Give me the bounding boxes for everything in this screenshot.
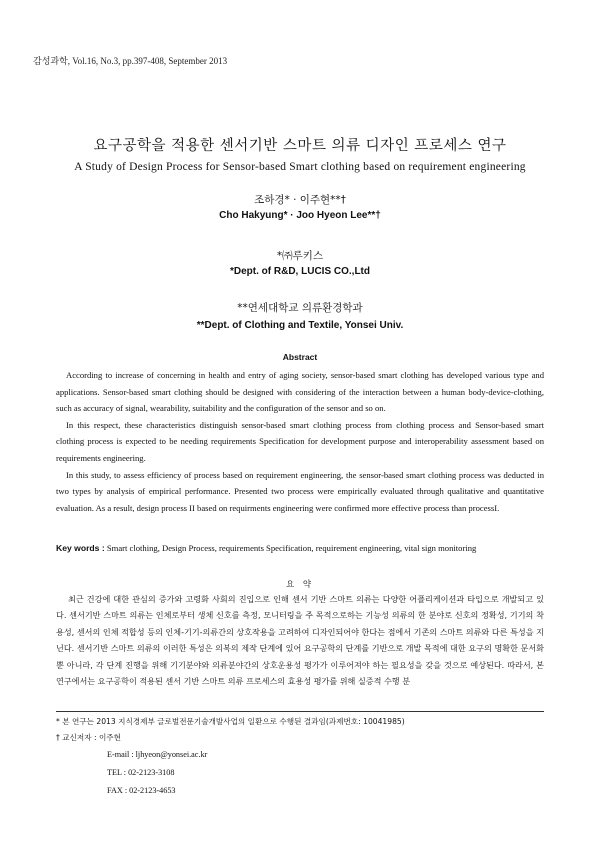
keywords <box>56 543 544 553</box>
abstract-body <box>56 367 544 516</box>
title-korean: 요구공학을 적용한 센서기반 스마트 의류 디자인 프로세스 연구 <box>93 138 507 154</box>
keywords-label: Key words : <box>56 543 105 553</box>
authors-english: Cho Hakyung* · Joo Hyeon Lee**† <box>219 210 381 221</box>
footnote-divider <box>56 711 544 712</box>
keywords-text: Smart clothing, Design Process, requirements Specification, requirement engineering, vital sign monitoring <box>104 543 477 553</box>
summary-paragraph: 최근 건강에 대한 관심의 증가와 고령화 사회의 진입으로 인해 센서 기반 스마트 의류는 다양한 어플리케이션과 타입으로 개발되고 있다. 센서기반 스마트 의류는 인체로부터 생체 신호를 측정, 모니터링을 주 목적으로하는 기능성 의류의 한 분야로 신호의 정확성, 기기의 착용성, 센서의 인체 적합성 등의 인체-기기-의류간의 상호작용을 고려하여 디자인되어야 한다는 점에서 기존의 스마트 의류와 다른 특성을 지닌다. 센서기반 스마트 의류의 이러한 특성은 의복의 제작 단계에 있어 요구공학의 단계를 기반으로 개발 목적에 대한 요구의 명확한 문서화 뿐 아니라, 각 단계 진행을 위해 기기분야와 의류분야간의 상호운용성 평가가 이루어져야 하는 필요성을 갖을 것으로 예상된다. 따라서, 본 연구에서는 요구공학이 적용된 센서 기반 스마트 의류 프로세스의 효용성 평가를 위해 실증적 수행 분 <box>56 594 544 687</box>
abstract-paragraph: In this study, to assess efficiency of process based on requirement engineering, the sensor-based smart clothing process was deducted in two types by analysis of empirical performance. Presented two process were empirically evaluated through qualitative and quantitative evaluation. As a result, design process II based on requirments engineering were confirmed more effective process than processI. <box>56 469 544 513</box>
contact-fax: FAX : 02-2123-4653 <box>107 786 176 795</box>
contact-email: E-mail : ljhyeon@yonsei.ac.kr <box>107 750 208 759</box>
title-english: A Study of Design Process for Sensor-based Smart clothing based on requirement engineering <box>74 161 526 173</box>
footnote-corresponding-author: † 교신저자 : 이주현 <box>56 733 121 742</box>
abstract-paragraph: According to increase of concerning in health and entry of aging society, sensor-based smart clothing has developed various type and applications. Sensor-based smart clothing should be designed with considering of the interaction between a human body-device-clothing, such as accuracy of signal, wearability, suitability and the configuration of the sensor and so on. <box>56 370 544 414</box>
footnote-funding: * 본 연구는 2013 지식경제부 글로벌전문기술개발사업의 일환으로 수행된 결과임(과제번호: 10041985) <box>56 717 405 726</box>
affiliation2-english: **Dept. of Clothing and Textile, Yonsei Univ. <box>196 320 404 331</box>
journal-reference: 감성과학, Vol.16, No.3, pp.397-408, September 2013 <box>33 56 228 66</box>
affiliation2-korean: **연세대학교 의류환경학과 <box>237 302 363 314</box>
authors-korean: 조하경* · 이주현**† <box>254 194 346 206</box>
summary-heading: 요 약 <box>285 580 315 590</box>
abstract-paragraph: In this respect, these characteristics distinguish sensor-based smart clothing process from clothing process and Sensor-based smart clothing process is expected to be needing requirements Specification for development purpose and interoperability assessment based on requirements engineering. <box>56 419 544 463</box>
affiliation1-korean: *㈜루키스 <box>276 250 324 262</box>
contact-tel: TEL : 02-2123-3108 <box>107 768 175 777</box>
affiliation1-english: *Dept. of R&D, LUCIS CO.,Ltd <box>230 266 370 277</box>
summary-body <box>56 591 544 689</box>
abstract-heading: Abstract <box>282 352 318 362</box>
